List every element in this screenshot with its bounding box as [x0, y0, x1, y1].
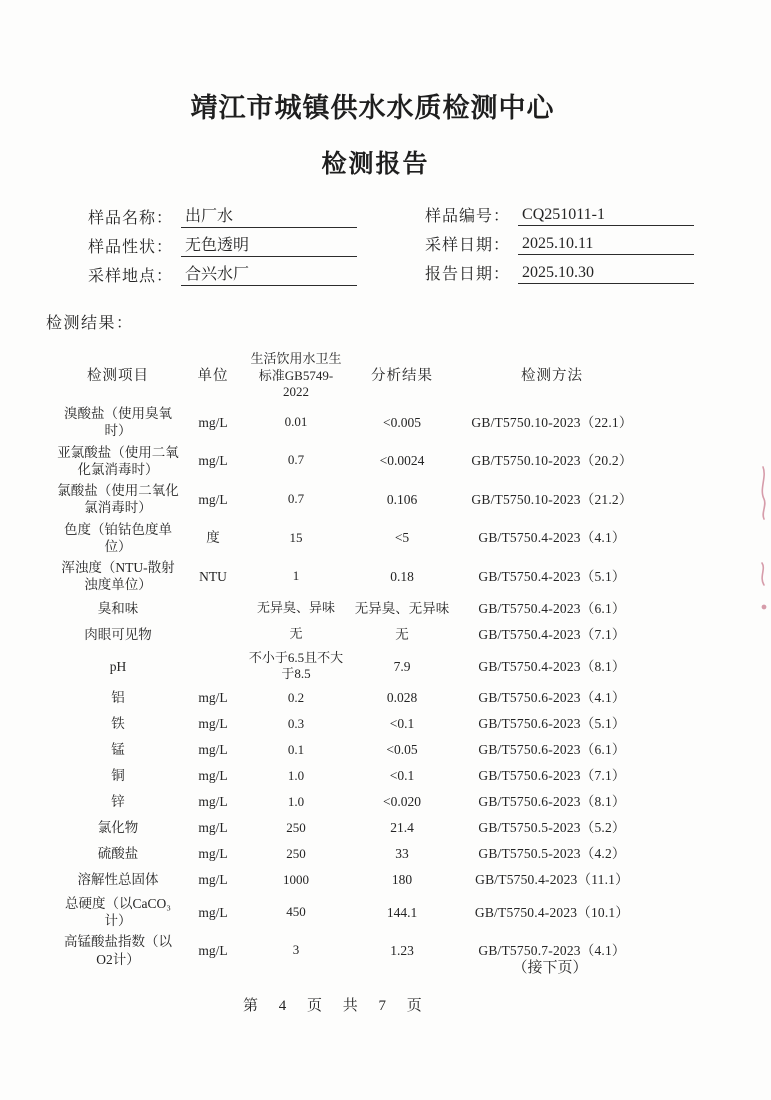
- cell-result: 无: [395, 627, 409, 643]
- table-row: [55, 737, 647, 763]
- cell-standard: 无: [289, 626, 303, 642]
- cell-unit: mg/L: [198, 794, 228, 810]
- page-number-indicator: 第 4 页 共 7 页: [243, 998, 427, 1014]
- cell-standard: 450: [286, 903, 306, 919]
- table-row: [55, 403, 647, 442]
- cell-item: 硫酸盐: [97, 846, 139, 862]
- sample-character-value: 无色透明: [181, 232, 357, 257]
- table-row: [55, 480, 647, 519]
- report-title: 检测报告: [321, 151, 430, 178]
- cell-unit: mg/L: [198, 820, 228, 836]
- cell-result: <0.1: [389, 768, 415, 784]
- cell-item: 总硬度（以CaCO₃计）: [65, 895, 171, 929]
- cell-unit: mg/L: [198, 872, 228, 888]
- cell-item: 氯化物: [97, 820, 139, 836]
- cell-unit: mg/L: [198, 768, 228, 784]
- cell-result: 21.4: [390, 820, 414, 836]
- cell-standard: 1000: [283, 871, 309, 887]
- table-row: [55, 519, 647, 558]
- sample-name-row: [88, 203, 357, 232]
- results-table-body: [55, 403, 647, 970]
- table-row: [55, 442, 647, 481]
- cell-item: 氯酸盐（使用二氧化氯消毒时）: [57, 483, 179, 516]
- stamp-bleed-mark: [747, 455, 771, 630]
- table-row: [55, 763, 647, 789]
- cell-result: 0.18: [390, 568, 414, 584]
- cell-item: 色度（铂钴色度单位）: [64, 521, 172, 554]
- results-section-label: 检测结果：: [46, 315, 134, 332]
- table-row: [55, 557, 647, 596]
- header-cell-method: 检测方法: [521, 367, 583, 384]
- cell-standard: 0.7: [287, 452, 305, 468]
- cell-standard: 3: [292, 942, 300, 958]
- cell-standard: 0.2: [287, 689, 305, 705]
- sample-info-right: [425, 203, 694, 290]
- cell-standard: 0.3: [287, 715, 305, 731]
- table-row: [55, 596, 647, 622]
- cell-standard: 1.0: [287, 767, 305, 783]
- sample-character-label: 样品性状：: [88, 239, 174, 256]
- cell-result: <5: [394, 530, 410, 546]
- sample-id-value: CQ251011-1: [518, 206, 694, 226]
- sample-name-label: 样品名称：: [88, 210, 174, 227]
- sampling-date-label: 采样日期：: [425, 237, 511, 254]
- cell-unit: [181, 664, 245, 668]
- cell-unit: NTU: [199, 568, 227, 584]
- cell-item: 浑浊度（NTU-散射浊度单位）: [61, 560, 175, 593]
- cell-item: 肉眼可见物: [84, 627, 152, 643]
- cell-result: <0.005: [383, 414, 421, 430]
- sample-id-label: 样品编号：: [425, 208, 511, 225]
- cell-standard: 无异臭、异味: [256, 600, 335, 616]
- cell-unit: [181, 607, 245, 611]
- sampling-date-value: 2025.10.11: [518, 235, 694, 255]
- cell-result: 0.028: [386, 690, 418, 706]
- results-table: [55, 349, 647, 970]
- sample-character-row: [88, 232, 357, 261]
- cell-result: 无异臭、无异味: [354, 601, 450, 617]
- cell-standard: 15: [289, 529, 303, 545]
- cell-result: 7.9: [393, 658, 411, 674]
- cell-item: 铜: [111, 768, 125, 784]
- cell-method: GB/T5750.6-2023（8.1）: [478, 794, 626, 810]
- cell-method: GB/T5750.5-2023（4.2）: [478, 846, 626, 862]
- cell-method: GB/T5750.6-2023（7.1）: [478, 768, 626, 784]
- cell-item: 锌: [111, 794, 125, 810]
- cell-method: GB/T5750.6-2023（5.1）: [478, 716, 626, 732]
- cell-method: GB/T5750.4-2023（6.1）: [478, 601, 626, 617]
- cell-unit: mg/L: [198, 943, 228, 959]
- cell-standard: 250: [286, 845, 306, 861]
- cell-unit: mg/L: [198, 690, 228, 706]
- report-date-row: [425, 261, 694, 290]
- cell-method: GB/T5750.4-2023（10.1）: [474, 904, 630, 920]
- cell-standard: 不小于6.5且不大于8.5: [248, 649, 344, 682]
- table-row: [55, 622, 647, 648]
- sample-id-row: [425, 203, 694, 232]
- cell-method: GB/T5750.7-2023（4.1）: [478, 943, 626, 959]
- cell-method: GB/T5750.4-2023（7.1）: [478, 627, 626, 643]
- cell-unit: mg/L: [198, 716, 228, 732]
- cell-result: 144.1: [386, 904, 418, 920]
- cell-item: 铁: [111, 716, 125, 732]
- cell-unit: 度: [206, 530, 220, 546]
- sampling-date-row: [425, 232, 694, 261]
- cell-method: GB/T5750.10-2023（22.1）: [471, 414, 633, 430]
- header-cell-result: 分析结果: [371, 367, 433, 384]
- sampling-site-label: 采样地点：: [88, 268, 174, 285]
- cell-standard: 250: [286, 819, 306, 835]
- cell-unit: mg/L: [198, 904, 228, 920]
- cell-item: 溴酸盐（使用臭氧时）: [64, 406, 172, 439]
- cell-item: 高锰酸盐指数（以O2计）: [64, 934, 172, 967]
- table-row: [55, 711, 647, 737]
- stamp-bleed-stroke-2: [762, 563, 764, 585]
- cell-result: 1.23: [390, 943, 414, 959]
- sampling-site-row: [88, 261, 357, 290]
- table-row: [55, 841, 647, 867]
- cell-result: <0.05: [386, 742, 418, 758]
- table-row: [55, 893, 647, 932]
- cell-result: <0.1: [389, 716, 415, 732]
- cell-unit: mg/L: [198, 453, 228, 469]
- table-row: [55, 789, 647, 815]
- results-table-header: [55, 349, 647, 403]
- table-row: [55, 685, 647, 711]
- cell-item: 溶解性总固体: [77, 872, 159, 888]
- cell-item: 铝: [111, 690, 125, 706]
- cell-method: GB/T5750.10-2023（21.2）: [471, 491, 633, 507]
- cell-standard: 0.1: [287, 741, 305, 757]
- header-cell-standard: 生活饮用水卫生标准GB5749-2022: [250, 351, 342, 400]
- cell-item: 亚氯酸盐（使用二氧化氯消毒时）: [57, 444, 179, 477]
- cell-standard: 0.7: [287, 491, 305, 507]
- cell-item: pH: [109, 658, 127, 674]
- cell-result: <0.020: [383, 794, 421, 810]
- cell-method: GB/T5750.5-2023（5.2）: [478, 820, 626, 836]
- cell-result: 0.106: [386, 491, 418, 507]
- report-date-label: 报告日期：: [425, 266, 511, 283]
- sampling-site-value: 合兴水厂: [181, 261, 357, 286]
- cell-unit: mg/L: [198, 846, 228, 862]
- report-date-value: 2025.10.30: [518, 264, 694, 284]
- organization-title: 靖江市城镇供水水质检测中心: [190, 93, 555, 123]
- table-row: [55, 648, 647, 685]
- cell-standard: 1.0: [287, 793, 305, 809]
- cell-standard: 0.01: [284, 413, 308, 429]
- cell-item: 臭和味: [97, 601, 139, 617]
- table-row: [55, 815, 647, 841]
- stamp-bleed-stroke-1: [762, 467, 765, 519]
- cell-method: GB/T5750.4-2023（11.1）: [475, 872, 629, 888]
- cell-method: GB/T5750.6-2023（4.1）: [478, 690, 626, 706]
- cell-unit: mg/L: [198, 414, 228, 430]
- cell-method: GB/T5750.4-2023（8.1）: [478, 658, 626, 674]
- sample-info-left: [88, 203, 357, 290]
- cell-method: GB/T5750.10-2023（20.2）: [471, 453, 633, 469]
- header-cell-unit: 单位: [197, 367, 229, 384]
- cell-unit: mg/L: [198, 742, 228, 758]
- cell-unit: [181, 633, 245, 637]
- table-row: [55, 867, 647, 893]
- cell-item: 锰: [111, 742, 125, 758]
- cell-result: <0.0024: [379, 453, 425, 469]
- cell-result: 33: [395, 846, 409, 862]
- cell-standard: 1: [292, 568, 300, 584]
- header-cell-item: 检测项目: [87, 367, 149, 384]
- cell-method: GB/T5750.4-2023（5.1）: [478, 568, 626, 584]
- continued-note: （接下页）: [512, 960, 588, 976]
- cell-method: GB/T5750.4-2023（4.1）: [478, 530, 626, 546]
- sample-name-value: 出厂水: [181, 203, 357, 228]
- cell-unit: mg/L: [198, 491, 228, 507]
- cell-result: 180: [391, 872, 413, 888]
- cell-method: GB/T5750.6-2023（6.1）: [478, 742, 626, 758]
- stamp-bleed-dot: [762, 605, 767, 610]
